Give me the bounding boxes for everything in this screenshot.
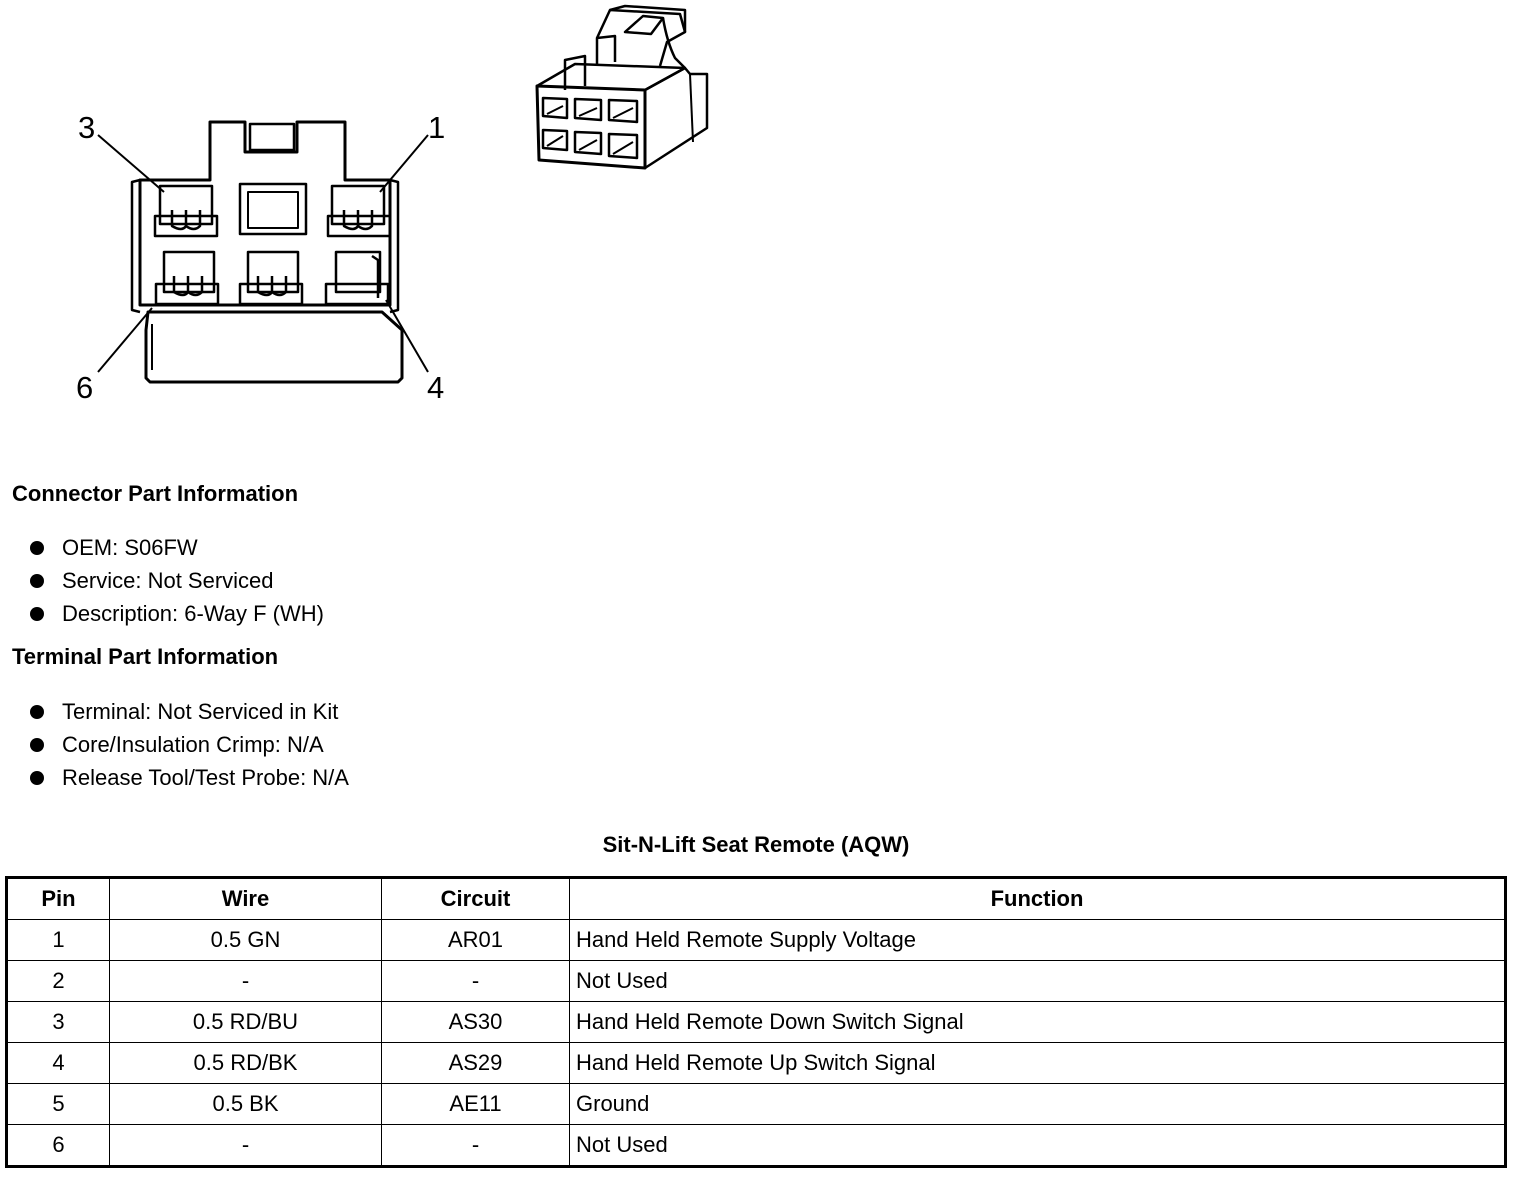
- bullet-icon: [30, 574, 44, 588]
- list-item: Description: 6-Way F (WH): [30, 601, 324, 634]
- cell-pin: 2: [7, 961, 110, 1002]
- column-header-pin: Pin: [7, 878, 110, 920]
- connector-info-list: [30, 535, 324, 634]
- iso-cavity-top-2: [575, 99, 601, 120]
- leader-line-pin1: [380, 135, 428, 192]
- bullet-icon: [30, 771, 44, 785]
- cell-wire: 0.5 GN: [110, 920, 382, 961]
- cell-wire: 0.5 RD/BU: [110, 1002, 382, 1043]
- cell-circuit: AR01: [382, 920, 570, 961]
- pinout-table: [5, 876, 1507, 1168]
- cavity-pin3: [155, 186, 217, 236]
- bullet-icon: [30, 607, 44, 621]
- table-row: [7, 1002, 1506, 1043]
- cavity-pin6: [156, 252, 218, 304]
- terminal-info-list: [30, 699, 349, 798]
- connector-base-skirt: [146, 312, 402, 382]
- cell-circuit: AE11: [382, 1084, 570, 1125]
- bullet-icon: [30, 541, 44, 555]
- leader-line-pin6: [98, 308, 152, 372]
- iso-cavity-bottom-2: [575, 132, 601, 154]
- cell-pin: 6: [7, 1125, 110, 1167]
- cell-function: Hand Held Remote Up Switch Signal: [570, 1043, 1506, 1084]
- column-header-function: Function: [570, 878, 1506, 920]
- cell-wire: 0.5 BK: [110, 1084, 382, 1125]
- column-header-circuit: Circuit: [382, 878, 570, 920]
- bullet-icon: [30, 738, 44, 752]
- cavity-pin4: [326, 252, 388, 304]
- connector-face-diagram: [60, 100, 460, 400]
- column-header-wire: Wire: [110, 878, 382, 920]
- cell-wire: -: [110, 1125, 382, 1167]
- cell-function: Not Used: [570, 1125, 1506, 1167]
- cavity-pin5: [240, 252, 302, 304]
- iso-cavity-bottom-3: [609, 134, 637, 158]
- list-item: OEM: S06FW: [30, 535, 324, 568]
- pin-callout-3: 3: [78, 110, 96, 145]
- cell-wire: 0.5 RD/BK: [110, 1043, 382, 1084]
- terminal-info-heading: Terminal Part Information: [12, 644, 279, 669]
- list-item: Core/Insulation Crimp: N/A: [30, 732, 349, 765]
- cell-circuit: -: [382, 961, 570, 1002]
- cavity-pin1: [328, 186, 390, 236]
- table-row: [7, 1043, 1506, 1084]
- connector-info-heading: Connector Part Information: [12, 481, 299, 506]
- table-caption: Sit-N-Lift Seat Remote (AQW): [602, 832, 910, 857]
- cell-circuit: -: [382, 1125, 570, 1167]
- leader-line-pin4: [386, 300, 428, 372]
- cell-function: Hand Held Remote Supply Voltage: [570, 920, 1506, 961]
- pin-callout-4: 4: [427, 370, 445, 405]
- pin-callout-6: 6: [76, 370, 94, 405]
- pin-callout-1: 1: [428, 110, 446, 145]
- table-row: [7, 1125, 1506, 1167]
- cell-circuit: AS29: [382, 1043, 570, 1084]
- list-item: Service: Not Serviced: [30, 568, 324, 601]
- cell-wire: -: [110, 961, 382, 1002]
- cell-pin: 5: [7, 1084, 110, 1125]
- cell-function: Ground: [570, 1084, 1506, 1125]
- connector-latch-window: [250, 124, 294, 150]
- cell-function: Not Used: [570, 961, 1506, 1002]
- cell-pin: 3: [7, 1002, 110, 1043]
- iso-cavity-top-3: [609, 100, 637, 122]
- table-row: [7, 920, 1506, 961]
- table-header-row: [7, 878, 1506, 920]
- table-row: [7, 961, 1506, 1002]
- cell-pin: 4: [7, 1043, 110, 1084]
- cell-function: Hand Held Remote Down Switch Signal: [570, 1002, 1506, 1043]
- list-item: Terminal: Not Serviced in Kit: [30, 699, 349, 732]
- table-row: [7, 1084, 1506, 1125]
- iso-cavity-top-1: [543, 98, 567, 118]
- connector-isometric-diagram: [525, 2, 720, 177]
- cell-circuit: AS30: [382, 1002, 570, 1043]
- cavity-pin2: [240, 184, 306, 234]
- list-item: Release Tool/Test Probe: N/A: [30, 765, 349, 798]
- cell-pin: 1: [7, 920, 110, 961]
- bullet-icon: [30, 705, 44, 719]
